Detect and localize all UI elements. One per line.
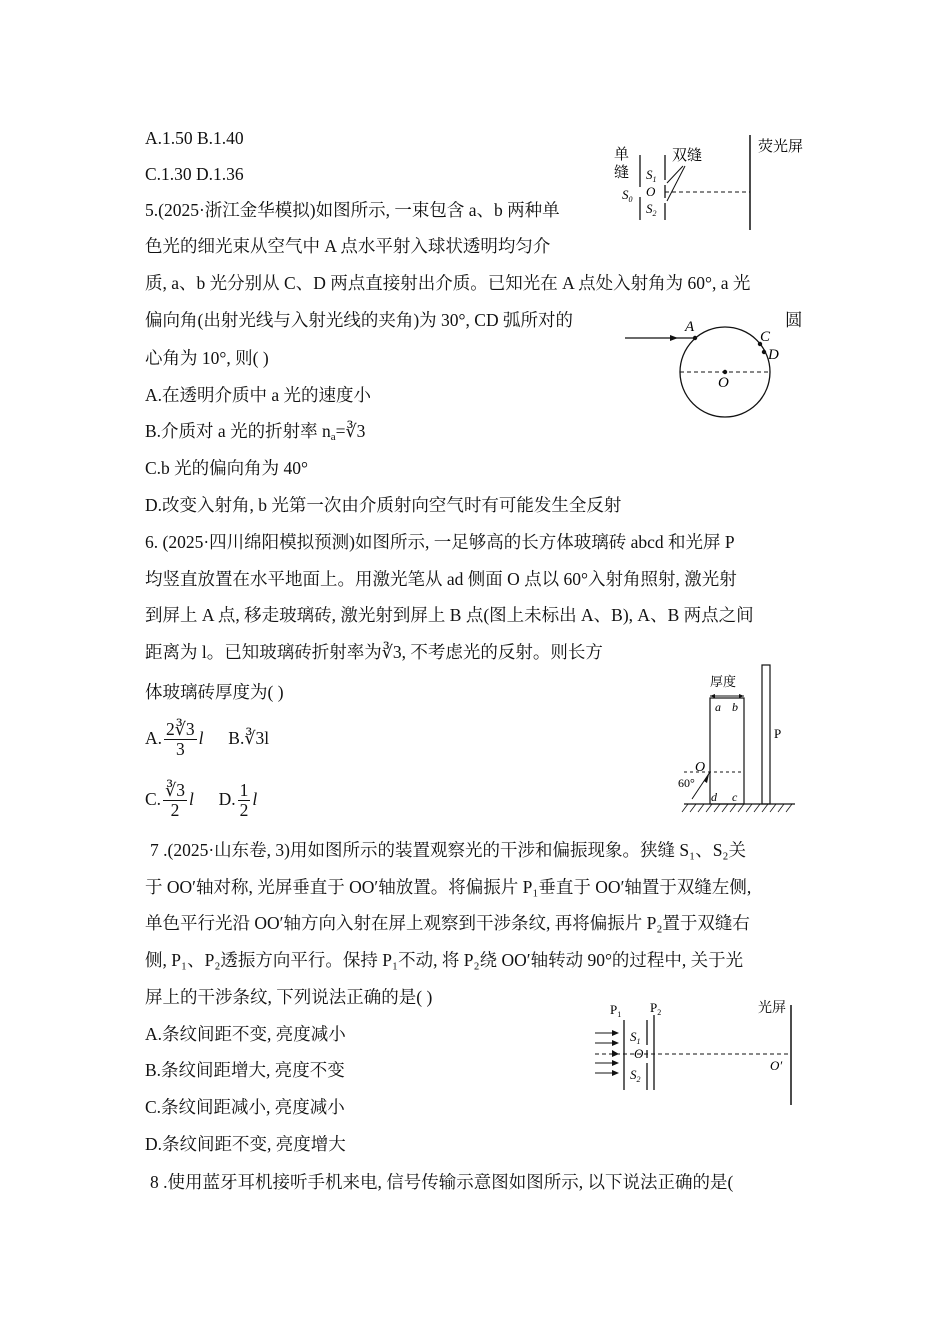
q6-stem-line5: 体玻璃砖厚度为( ) xyxy=(145,682,284,702)
q5-option-c: C.b 光的偏向角为 40° xyxy=(145,458,309,478)
q7-stem-line1: 7 .(2025·山东卷, 3)用如图所示的装置观察光的干涉和偏振现象。狭缝 S₁、S₂关 xyxy=(150,840,747,860)
fig-label-o: O xyxy=(646,184,656,199)
q8-stem-line1: 8 .使用蓝牙耳机接听手机来电, 信号传输示意图如图所示, 以下说法正确的是( xyxy=(150,1172,734,1192)
fig-label-s1: $S_1$ xyxy=(630,1029,641,1046)
fig-label-c: c xyxy=(732,790,738,804)
glass-brick-figure xyxy=(670,660,805,820)
q6-stem-line1: 6. (2025·四川绵阳模拟预测)如图所示, 一足够高的长方体玻璃砖 abcd 和光屏 P xyxy=(145,532,735,552)
fig-label-d: D xyxy=(768,347,779,363)
fig-label-s0: $S_0$ xyxy=(622,187,633,204)
q7-option-d: D.条纹间距不变, 亮度增大 xyxy=(145,1134,346,1154)
fig-label-screen: 荧光屏 xyxy=(758,139,804,155)
sphere-figure xyxy=(620,315,795,425)
q6-stem-line4: 距离为 l。已知玻璃砖折射率为∛3, 不考虑光的反射。则长方 xyxy=(145,642,603,662)
fig-label-b: b xyxy=(732,700,738,714)
q7-stem-line5: 屏上的干涉条纹, 下列说法正确的是( ) xyxy=(145,987,433,1007)
q6-option-a: A. $\frac{2∛3}{3}$ l xyxy=(145,719,204,760)
q5-stem-line1: 5.(2025·浙江金华模拟)如图所示, 一束包含 a、b 两种单 xyxy=(145,200,560,220)
q6-options-cd xyxy=(145,773,257,825)
q6-options-ab xyxy=(145,712,269,764)
polarizer-figure xyxy=(590,995,805,1110)
q5-option-b: B.介质对 a 光的折射率 $n_a=∛3$ xyxy=(145,421,366,443)
fig-label-s2: $S_2$ xyxy=(630,1067,641,1084)
fig-label-c: C xyxy=(760,329,771,345)
q7-option-b: B.条纹间距增大, 亮度不变 xyxy=(145,1060,345,1080)
q6-option-d: D. $\frac{1}{2}$ l xyxy=(218,780,258,821)
fig-label-a: A xyxy=(685,319,695,335)
fig-label-a: a xyxy=(715,700,721,714)
q5-option-a: A.在透明介质中 a 光的速度小 xyxy=(145,385,372,405)
fig-label-p1: $P_1$ xyxy=(610,1002,622,1019)
q5-stem-line3: 质, a、b 光分别从 C、D 两点直接射出介质。已知光在 A 点处入射角为 60°, a 光 xyxy=(145,273,751,293)
fig-label-thickness: 厚度 xyxy=(710,674,737,689)
fig-label-s1: $S_1$ xyxy=(646,167,657,184)
q6-stem-line2: 均竖直放置在水平地面上。用激光笔从 ad 侧面 O 点以 60°入射角照射, 激光射 xyxy=(145,569,737,589)
double-slit-figure xyxy=(605,135,820,235)
q7-stem-line3: 单色平行光沿 OO′轴方向入射在屏上观察到干涉条纹, 再将偏振片 P₂置于双缝右 xyxy=(145,913,750,933)
q5-stem-line5: 心角为 10°, 则( ) xyxy=(145,348,269,368)
fig-label-double-slit: 双缝 xyxy=(672,148,703,164)
fig-label-angle: 60° xyxy=(678,776,695,790)
q5-stem-line2: 色光的细光束从空气中 A 点水平射入球状透明均匀介 xyxy=(145,236,551,256)
q7-option-c: C.条纹间距减小, 亮度减小 xyxy=(145,1097,345,1117)
q4-options-row2: C.1.30 D.1.36 xyxy=(145,164,244,184)
fig-label-p: P xyxy=(774,726,782,741)
fig-label-o: O xyxy=(695,760,706,775)
q5-stem-line4-end: 圆 xyxy=(785,310,803,330)
q4-options-row1: A.1.50 B.1.40 xyxy=(145,128,244,148)
q5-stem-line4: 偏向角(出射光线与入射光线的夹角)为 30°, CD 弧所对的 xyxy=(145,310,573,330)
fig-label-single-slit-2: 缝 xyxy=(614,165,630,181)
fig-label-screen: 光屏 xyxy=(758,1001,786,1016)
fig-label-s2: $S_2$ xyxy=(646,201,657,218)
q7-stem-line4: 侧, P₁、P₂透振方向平行。保持 P₁不动, 将 P₂绕 OO′轴转动 90°的过程中, 关于光 xyxy=(145,950,744,970)
fig-label-p2: $P_2$ xyxy=(650,1000,662,1017)
fig-label-o-prime: O′ xyxy=(770,1058,783,1073)
fig-label-single-slit-1: 单 xyxy=(614,147,630,163)
q7-stem-line2: 于 OO′轴对称, 光屏垂直于 OO′轴放置。将偏振片 P₁垂直于 OO′轴置于双缝左侧, xyxy=(145,877,752,897)
fig-label-o: O xyxy=(718,375,729,391)
q5-option-d: D.改变入射角, b 光第一次由介质射向空气时有可能发生全反射 xyxy=(145,495,622,515)
q7-option-a: A.条纹间距不变, 亮度减小 xyxy=(145,1024,346,1044)
fig-label-d: d xyxy=(711,790,717,804)
q6-option-b: B.∛3l xyxy=(228,728,270,748)
fig-label-o: O xyxy=(634,1046,644,1061)
q6-stem-line3: 到屏上 A 点, 移走玻璃砖, 激光射到屏上 B 点(图上未标出 A、B), A、B 两点之间 xyxy=(145,605,754,625)
q6-option-c: C. $\frac{∛3}{2}$ l xyxy=(145,780,194,821)
